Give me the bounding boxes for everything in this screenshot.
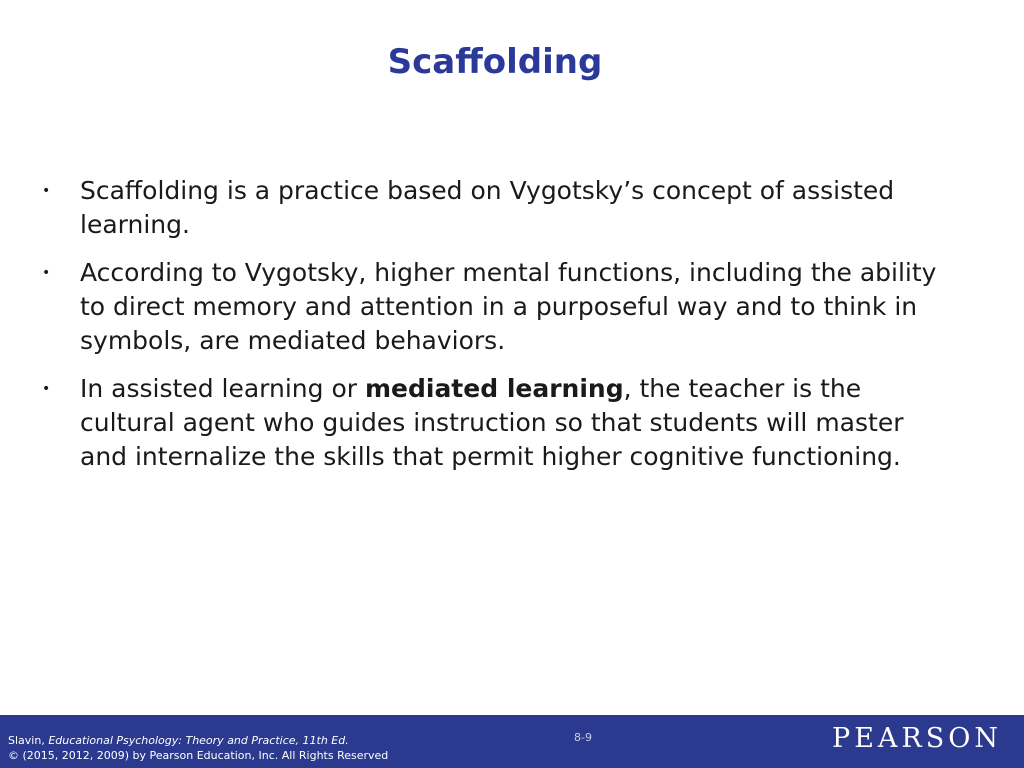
bullet-text-pre: In assisted learning or [80,374,365,403]
bullet-text-post: , the teacher is the cultural agent who guides instruction so that students will master and internalize the skills that permit higher cognitive functioning. [80,374,904,471]
page-number: 8-9 [574,731,592,744]
footer-author: Slavin, [8,734,49,747]
footer-citation [8,734,349,748]
footer-copyright: © (2015, 2012, 2009) by Pearson Education, Inc. All Rights Reserved [8,749,389,762]
bullet-list [40,174,940,488]
bullet-text: Scaffolding is a practice based on Vygotsky’s concept of assisted learning. [80,176,895,239]
bullet-dot-icon: • [42,265,51,281]
footer-book-title: Educational Psychology: Theory and Practice, 11th Ed. [48,734,349,747]
bullet-text: According to Vygotsky, higher mental functions, including the ability to direct memory and attention in a purposeful way and to think in symbols, are mediated behaviors. [80,258,937,355]
pearson-logo: PEARSON [832,723,1002,754]
footer-bar [0,715,1024,768]
bullet-dot-icon: • [42,183,51,199]
bullet-item [40,372,940,474]
slide-title: Scaffolding [387,42,603,82]
bullet-item [40,174,940,242]
bullet-dot-icon: • [42,381,51,397]
bullet-item [40,256,940,358]
bold-term: mediated learning [364,374,624,403]
